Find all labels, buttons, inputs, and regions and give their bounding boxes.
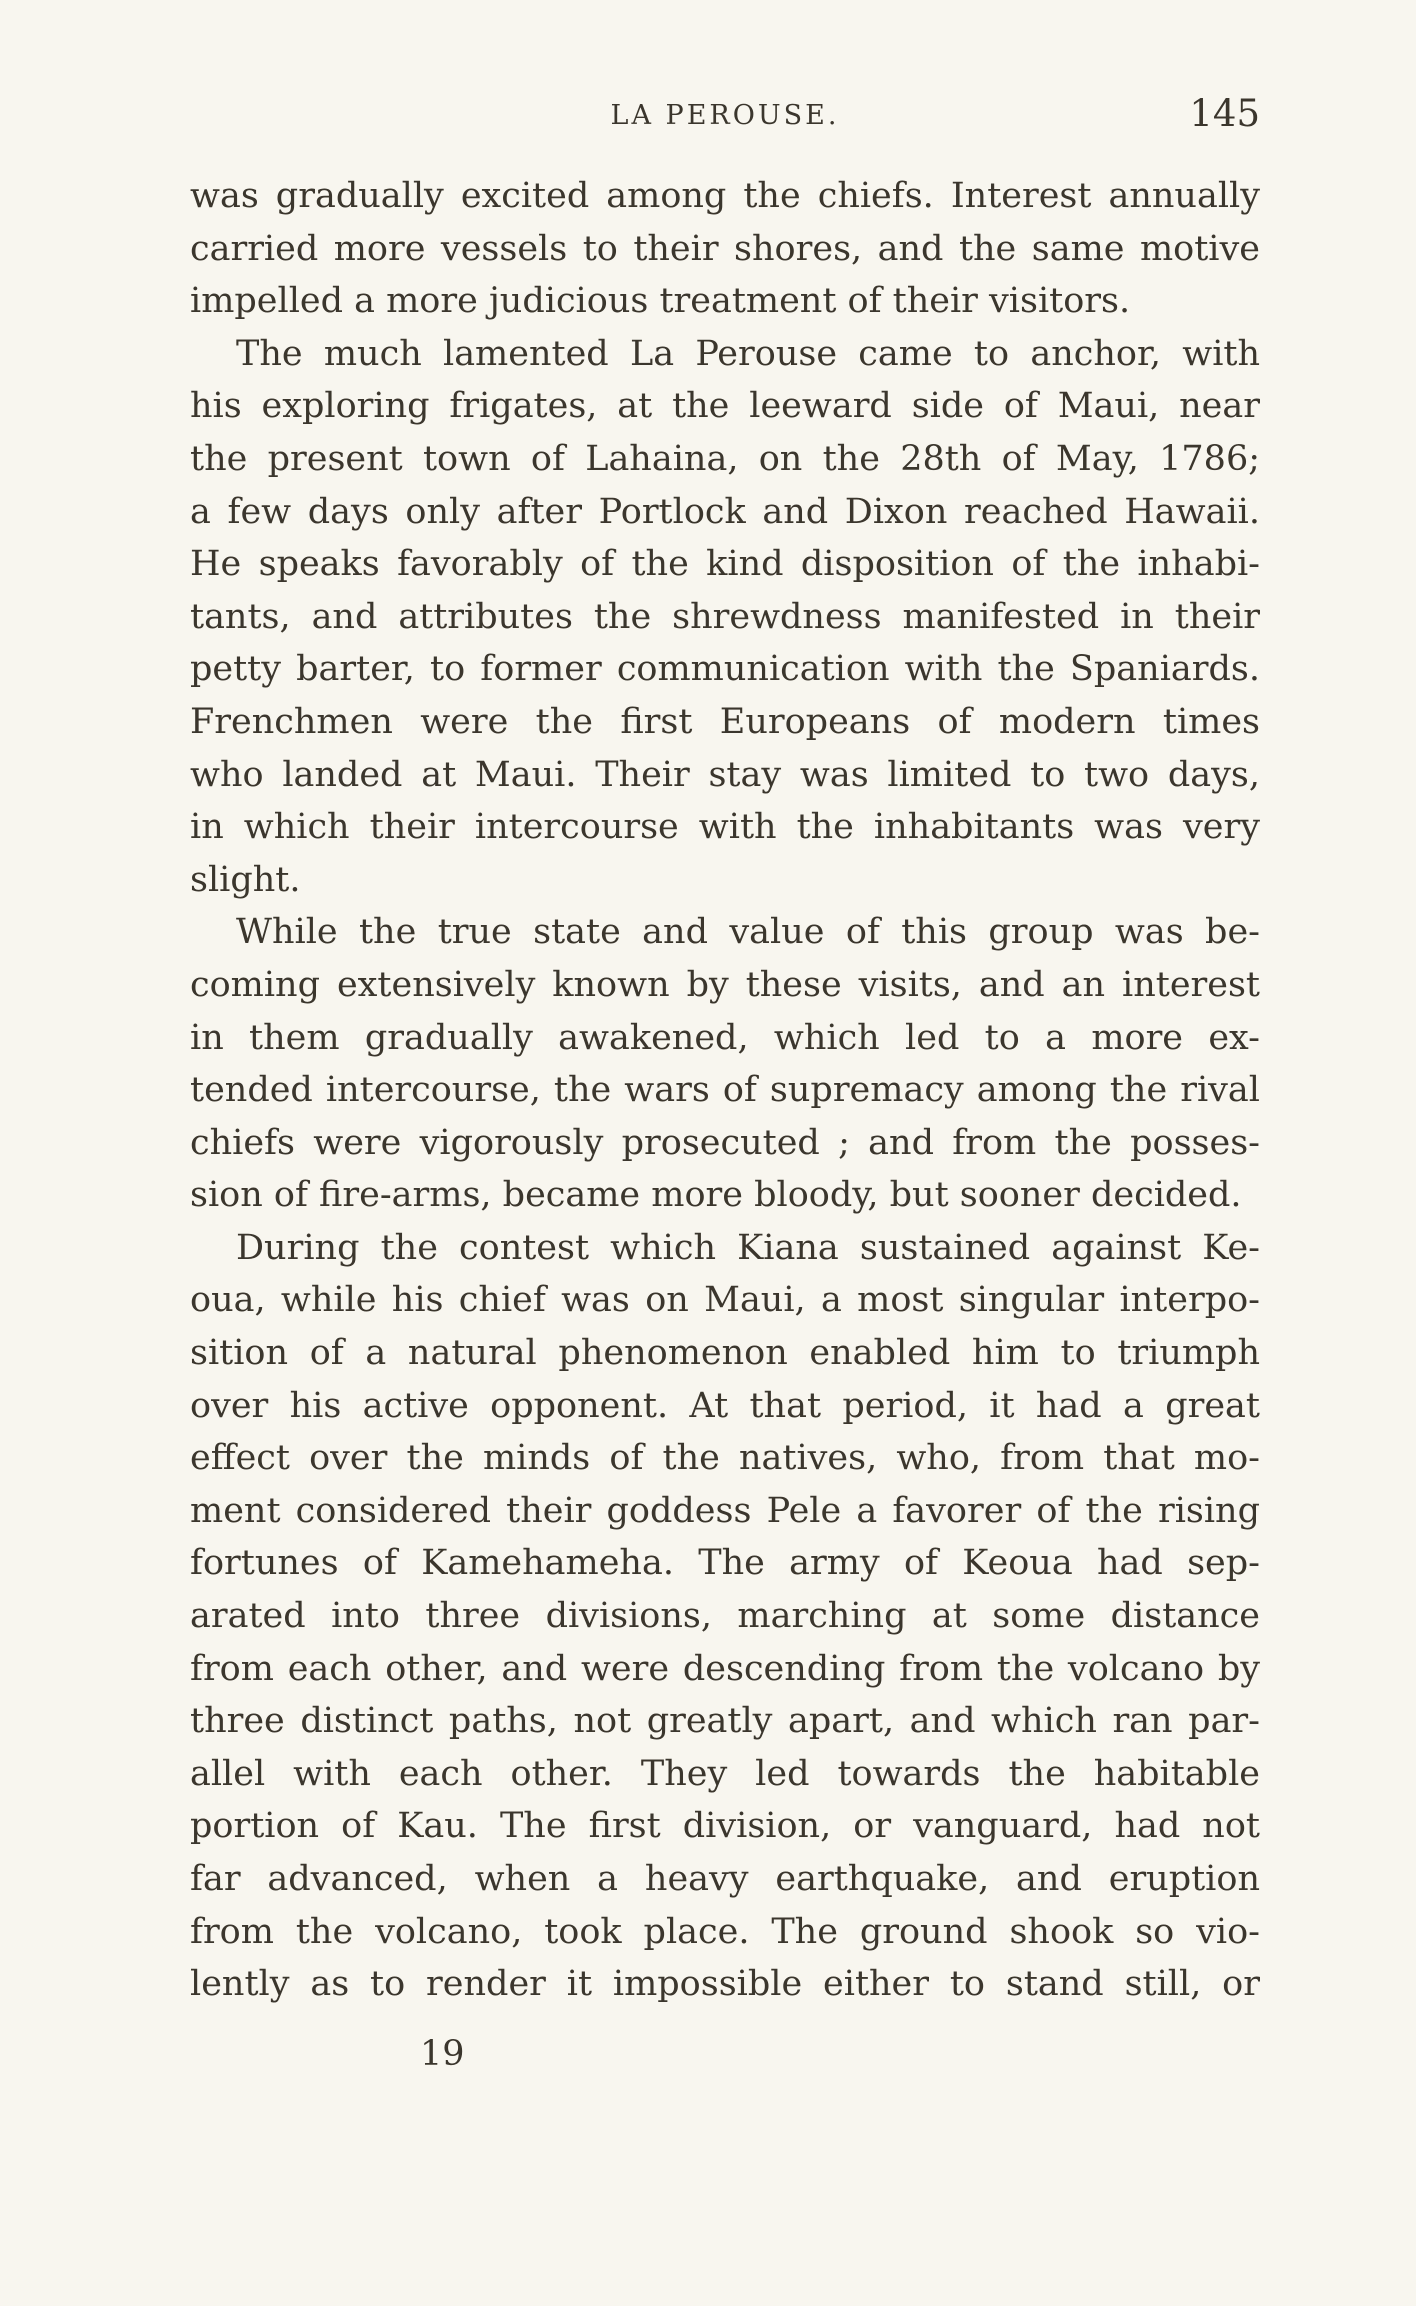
text-line: The much lamented La Perouse came to anchor, with [236,333,1260,374]
text-line: chiefs were vigorously prosecuted ; and from the posses- [190,1122,1260,1163]
text-line: arated into three divisions, marching at some distance [190,1596,1260,1637]
text-line: his exploring frigates, at the leeward side of Maui, near [190,386,1260,427]
text-line: tended intercourse, the wars of supremacy among the rival [190,1070,1260,1111]
text-line: effect over the minds of the natives, who, from that mo- [190,1438,1260,1479]
text-line: from each other, and were descending from the volcano by [190,1648,1260,1689]
text-line: in them gradually awakened, which led to a more ex- [190,1017,1260,1058]
body-text [190,170,1260,2011]
text-line: oua, while his chief was on Maui, a most singular interpo- [190,1280,1260,1321]
text-line: was gradually excited among the chiefs. Interest annually [190,176,1260,216]
signature-mark: 19 [420,2034,465,2074]
text-line: a few days only after Portlock and Dixon reached Hawaii. [190,491,1260,532]
text-line: portion of Kau. The first division, or vanguard, had not [190,1806,1260,1847]
text-line: During the contest which Kiana sustained against Ke- [236,1227,1260,1268]
running-title: LA PEROUSE. [610,100,840,131]
text-line: sition of a natural phenomenon enabled him to triumph [190,1333,1260,1374]
text-line: allel with each other. They led towards the habitable [190,1753,1260,1794]
text-line: petty barter, to former communication with the Spaniards. [190,649,1260,690]
text-line: tants, and attributes the shrewdness manifested in their [190,596,1260,637]
text-line: carried more vessels to their shores, and the same motive [190,228,1260,269]
text-line: the present town of Lahaina, on the 28th of May, 1786; [190,438,1260,479]
text-line: three distinct paths, not greatly apart, and which ran par- [190,1701,1260,1742]
text-line: lently as to render it impossible either to stand still, or [190,1964,1260,2005]
text-line: impelled a more judicious treatment of their visitors. [190,281,1131,322]
text-line: fortunes of Kamehameha. The army of Keoua had sep- [190,1543,1260,1584]
text-line: from the volcano, took place. The ground shook so vio- [190,1911,1260,1952]
text-line: sion of fire-arms, became more bloody, but sooner decided. [190,1175,1242,1216]
text-line: over his active opponent. At that period, it had a great [190,1385,1260,1426]
text-line: ment considered their goddess Pele a favorer of the rising [190,1490,1260,1531]
text-line: Frenchmen were the first Europeans of modern times [190,701,1260,742]
running-head [190,92,1260,142]
text-line: far advanced, when a heavy earthquake, and eruption [190,1859,1260,1899]
text-line: While the true state and value of this group was be- [236,912,1260,953]
text-line: slight. [190,859,301,900]
text-line: who landed at Maui. Their stay was limited to two days, [190,754,1260,795]
text-line: He speaks favorably of the kind disposition of the inhabi- [190,544,1260,585]
page-number: 145 [1189,92,1260,135]
text-line: in which their intercourse with the inhabitants was very [190,807,1260,848]
text-line: coming extensively known by these visits, and an interest [190,964,1260,1005]
